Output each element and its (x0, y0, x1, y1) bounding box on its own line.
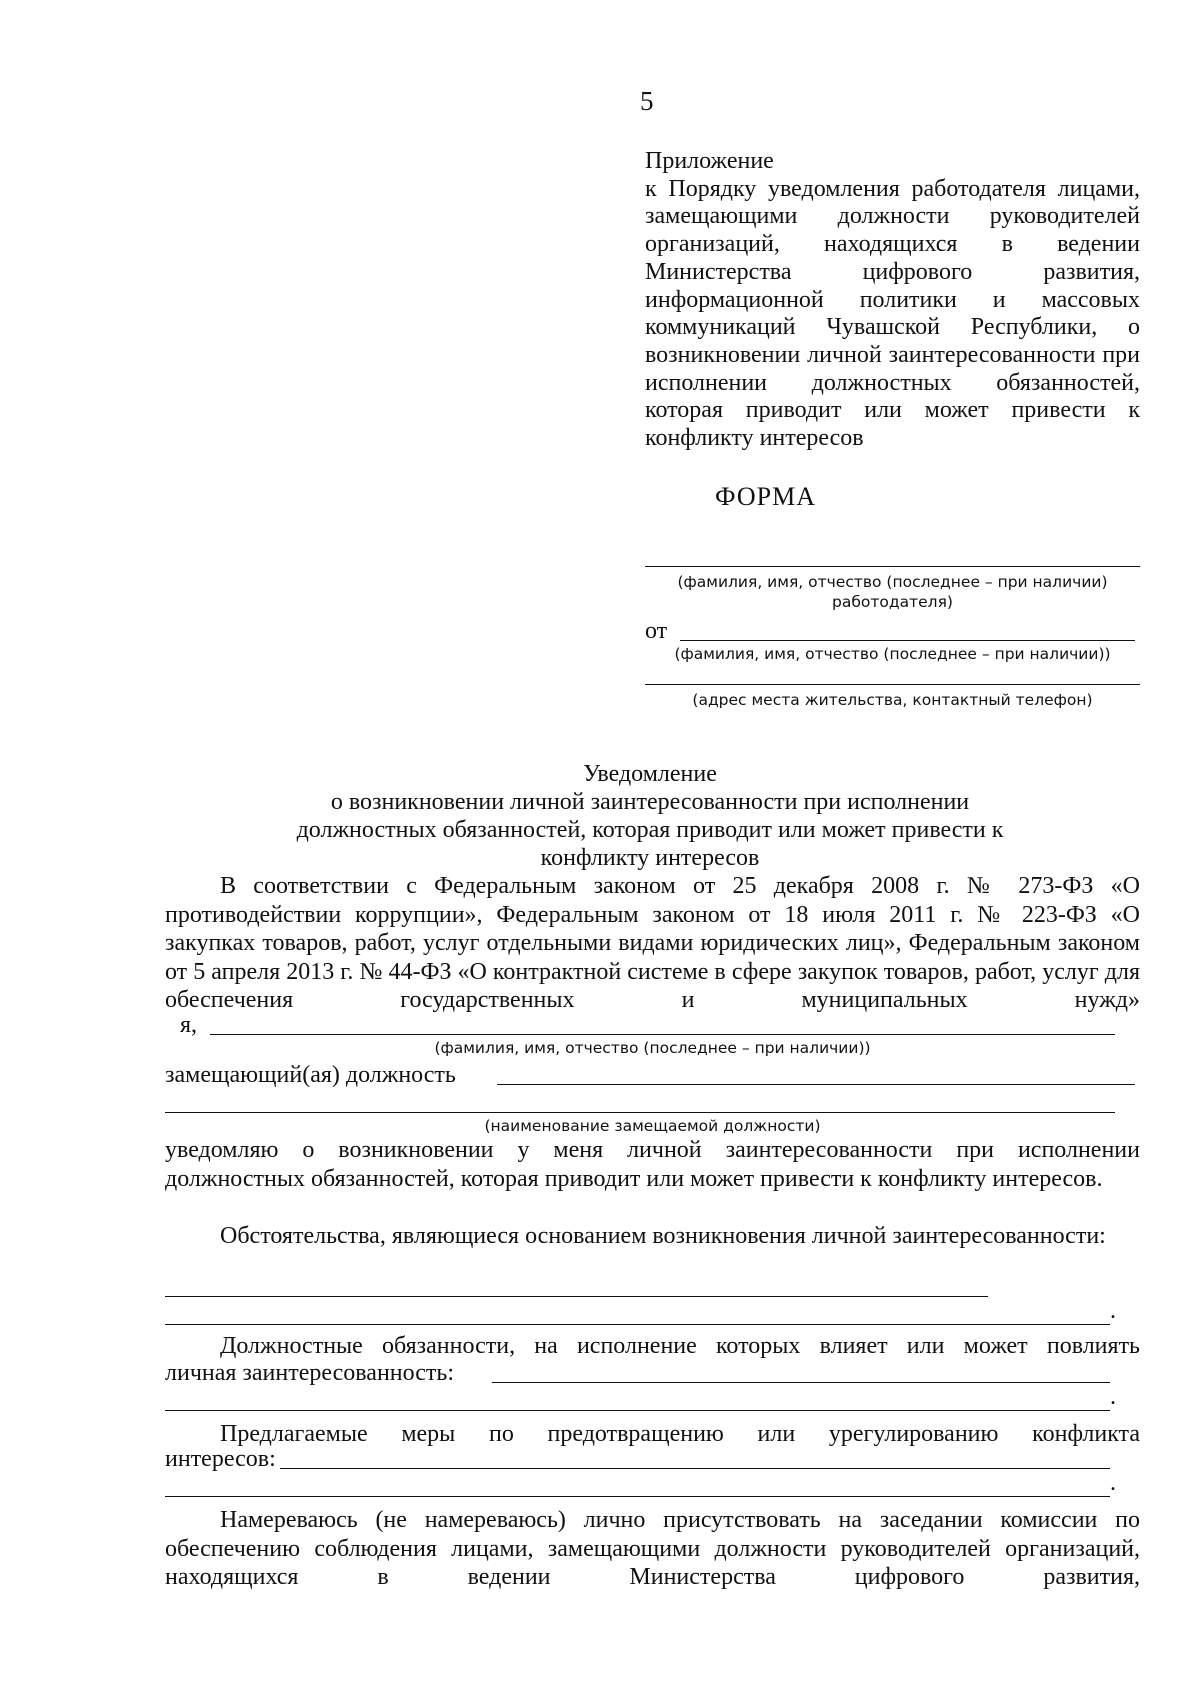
from-label: от (645, 618, 668, 644)
appendix-text: к Порядку уведомления работодателя лицами, замещающими должности руководителей организаций, находящихся в ведении Министерства цифрового развития, информационной политики и массовых коммуникаций Чувашской Республики, о возникновении личной заинтересованности при исполнении должностных обязанностей, которая приводит или может привести к конфликту интересов (645, 175, 1140, 452)
appendix-block (645, 148, 1140, 453)
duties-field-line[interactable] (492, 1382, 1110, 1383)
appendix-title: Приложение (645, 148, 774, 174)
measures-paragraph: Предлагаемые меры по предотвращению или урегулированию конфликта (220, 1421, 1140, 1447)
notice-heading (160, 760, 1140, 872)
circumstances-field-line[interactable] (165, 1296, 988, 1297)
duties-field-line-2[interactable] (165, 1410, 1110, 1411)
form-title: ФОРМА (715, 482, 816, 511)
position-field-line[interactable] (497, 1084, 1135, 1085)
position-label: замещающий(ая) должность (165, 1062, 456, 1088)
measures-label: интересов: (165, 1446, 276, 1472)
period: . (1110, 1470, 1116, 1496)
legal-basis-paragraph: В соответствии с Федеральным законом от 25 декабря 2008 г. № 273-ФЗ «О противодействии коррупции», Федеральным законом от 18 июля 2011 г. № 223-ФЗ «О закупках товаров, работ, услуг отдельными видами юридических лиц», Федеральным законом от 5 апреля 2013 г. № 44-ФЗ «О контрактной системе в сфере закупок товаров, работ, услуг для обеспечения государственных и муниципальных нужд» (165, 873, 1140, 1013)
duties-paragraph: Должностные обязанности, на исполнение которых влияет или может повлиять (220, 1333, 1140, 1359)
i-label: я, (180, 1012, 198, 1038)
employer-field-line[interactable] (645, 566, 1140, 567)
address-caption: (адрес места жительства, контактный телефон) (692, 691, 1093, 709)
fio-caption: (фамилия, имя, отчество (последнее – при наличии)) (434, 1039, 871, 1057)
from-field-line[interactable] (680, 640, 1135, 641)
employer-caption: (фамилия, имя, отчество (последнее – при наличии) работодателя) (677, 573, 1108, 611)
notice-title: Уведомление (583, 761, 717, 787)
measures-field-line-2[interactable] (165, 1496, 1110, 1497)
circumstances-field-line-2[interactable] (165, 1324, 1110, 1325)
notice-subtitle: о возникновении личной заинтересованности при исполнении должностных обязанностей, которая приводит или может привести к конфликту интересов (296, 789, 1004, 871)
page-number: 5 (640, 86, 654, 116)
position-field-line-2[interactable] (165, 1112, 1115, 1113)
notification-paragraph: уведомляю о возникновении у меня личной заинтересованности при исполнении должностных обязанностей, которая приводит или может привести к конфликту интересов. (165, 1137, 1140, 1192)
period: . (1110, 1298, 1116, 1324)
fio-field-line[interactable] (210, 1034, 1115, 1035)
position-caption: (наименование замещаемой должности) (484, 1117, 821, 1135)
address-field-line[interactable] (645, 684, 1140, 685)
period: . (1110, 1384, 1116, 1410)
measures-field-line[interactable] (280, 1468, 1110, 1469)
from-caption: (фамилия, имя, отчество (последнее – при наличии)) (674, 645, 1111, 663)
duties-label: личная заинтересованность: (165, 1360, 454, 1386)
attendance-paragraph: Намереваюсь (не намереваюсь) лично присутствовать на заседании комиссии по обеспечению соблюдения лицами, замещающими должности руководителей организаций, находящихся в ведении Министерства цифрового развития, (165, 1507, 1140, 1590)
circumstances-paragraph: Обстоятельства, являющиеся основанием возникновения личной заинтересованности: (220, 1223, 1106, 1249)
